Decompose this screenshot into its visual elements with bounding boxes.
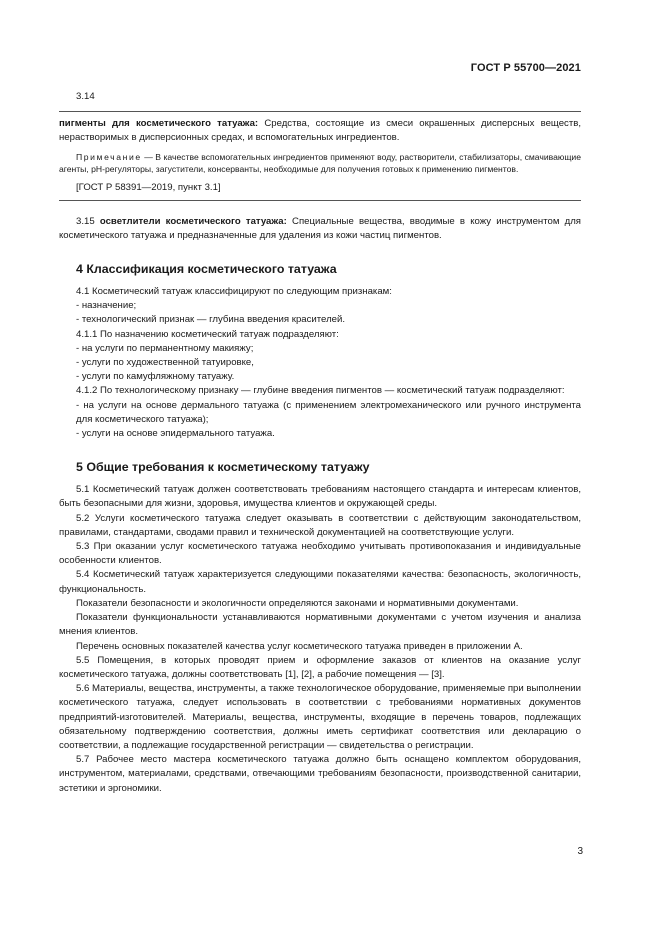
list-item: - на услуги на основе дермального татуажа (с применением электромеханического или ручного инструмента для косметического татуажа); <box>76 399 581 425</box>
term-name: пигменты для косметического татуажа: <box>59 118 259 130</box>
list-item: - услуги по камуфляжному татуажу. <box>76 371 235 383</box>
term-definition-text: Специальные вещества, вводимые в кожу инструментом для косметического татуажа и предназначенные для удаления из кожи частиц пигментов. <box>59 215 582 241</box>
paragraph: 4.1.2 По технологическому признаку — глубине введения пигментов — косметический татуаж подразделяют: <box>76 385 565 397</box>
paragraph: 5.5 Помещения, в которых проводят прием и оформление заказов от клиентов на оказание услуг косметического татуажа, должны соответствовать [1], [2], а рабочие помещения — [3]. <box>59 654 581 680</box>
page-number: 3 <box>577 846 583 857</box>
list-item: - услуги по художественной татуировке, <box>76 357 254 369</box>
term-definition-text: Средства, состоящие из смеси окрашенных дисперсных веществ, нерастворимых в дисперсионных средах, и вспомогательных ингредиентов. <box>59 118 582 144</box>
list-item: - назначение; <box>76 300 137 312</box>
list-item: - услуги на основе эпидермального татуажа. <box>76 428 275 440</box>
term-definition <box>59 117 581 145</box>
section-4-heading: 4 Классификация косметического татуажа <box>76 262 337 277</box>
term-3-15 <box>59 215 581 243</box>
term-source: [ГОСТ Р 58391—2019, пункт 3.1] <box>76 182 221 194</box>
note-label: Примечание <box>76 151 142 162</box>
paragraph: 4.1.1 По назначению косметический татуаж подразделяют: <box>76 328 339 340</box>
paragraph: Показатели функциональности устанавливаются нормативными документами с учетом изучения и анализа мнения клиентов. <box>59 612 581 638</box>
term-number: 3.14 <box>76 91 95 102</box>
paragraph: 5.2 Услуги косметического татуажа следует оказывать в соответствии с действующим законодательством, правилами, стандартами, сводами правил и технической документацией на соответствующие услуги. <box>59 512 581 538</box>
paragraph: 4.1 Косметический татуаж классифицируют по следующим признакам: <box>76 286 392 298</box>
note-text: — В качестве вспомогательных ингредиентов применяют воду, растворители, стабилизаторы, смачивающие агенты, pH-регуляторы, загустители, консерванты, необходимые для получения готовых к применению пигментов. <box>59 151 581 175</box>
paragraph: Показатели безопасности и экологичности определяются законами и нормативными документами. <box>76 597 519 609</box>
page-content <box>59 90 581 796</box>
section-5-heading: 5 Общие требования к косметическому татуажу <box>76 460 370 475</box>
term-number: 3.15 <box>76 215 100 227</box>
paragraph: 5.1 Косметический татуаж должен соответствовать требованиям настоящего стандарта и интересам клиентов, быть безопасными для жизни, здоровья, имущества клиентов и окружающей среды. <box>59 484 581 510</box>
paragraph: 5.3 При оказании услуг косметического татуажа необходимо учитывать противопоказания и индивидуальные особенности клиентов. <box>59 541 581 567</box>
standard-code: ГОСТ Р 55700—2021 <box>470 62 581 74</box>
term-note <box>59 151 581 176</box>
paragraph: 5.7 Рабочее место мастера косметического татуажа должно быть оснащено комплектом оборудования, инструментом, материалами, средствами, отвечающими требованиям безопасности, производственной санитарии, эстетики и эргономики. <box>59 754 581 794</box>
paragraph: Перечень основных показателей качества услуг косметического татуажа приведен в приложении А. <box>76 640 523 652</box>
paragraph: 5.4 Косметический татуаж характеризуется следующими показателями качества: безопасность, экологичность, функциональность. <box>59 569 581 595</box>
term-definition-box <box>59 111 581 200</box>
term-name: осветлители косметического татуажа: <box>99 215 287 227</box>
list-item: - технологический признак — глубина введения красителей. <box>76 314 346 326</box>
paragraph: 5.6 Материалы, вещества, инструменты, а также технологическое оборудование, применяемые при выполнении косметического татуажа, следует использовать в соответствии с требованиями нормативных документов предприятий-изготовителей. Материалы, вещества, инструменты, входящие в перечень товаров, подлежащих обязательному подтверждению соответствия, должны иметь сертификат соответствия или декларацию о соответствии, а подлежащие государственной регистрации — свидетельства о регистрации. <box>59 683 581 751</box>
list-item: - на услуги по перманентному макияжу; <box>76 342 254 354</box>
